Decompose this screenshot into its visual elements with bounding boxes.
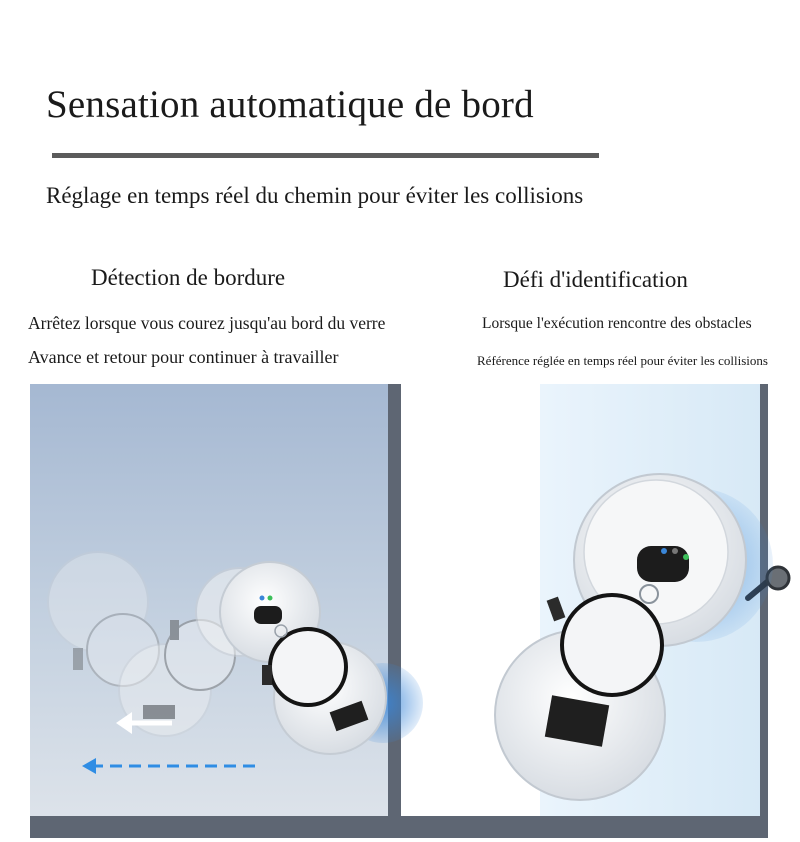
product-illustration	[0, 380, 800, 842]
page-title: Sensation automatique de bord	[46, 83, 534, 126]
edge-detection-line-2: Avance et retour pour continuer à travailler	[28, 347, 339, 367]
obstacle-identification-scene	[495, 384, 789, 820]
identification-line-1: Lorsque l'exécution rencontre des obstacles	[482, 315, 752, 332]
page-subtitle: Réglage en temps réel du chemin pour éviter les collisions	[46, 183, 584, 208]
edge-detection-scene	[30, 384, 423, 820]
window-sill	[30, 816, 768, 838]
window-frame-left	[388, 384, 401, 820]
edge-detection-line-1: Arrêtez lorsque vous courez jusqu'au bord du verre	[28, 313, 386, 333]
edge-detection-heading: Détection de bordure	[91, 265, 286, 290]
identification-heading: Défi d'identification	[503, 267, 688, 292]
identification-line-2: Référence réglée en temps réel pour éviter les collisions	[477, 353, 768, 368]
title-divider	[52, 153, 599, 158]
